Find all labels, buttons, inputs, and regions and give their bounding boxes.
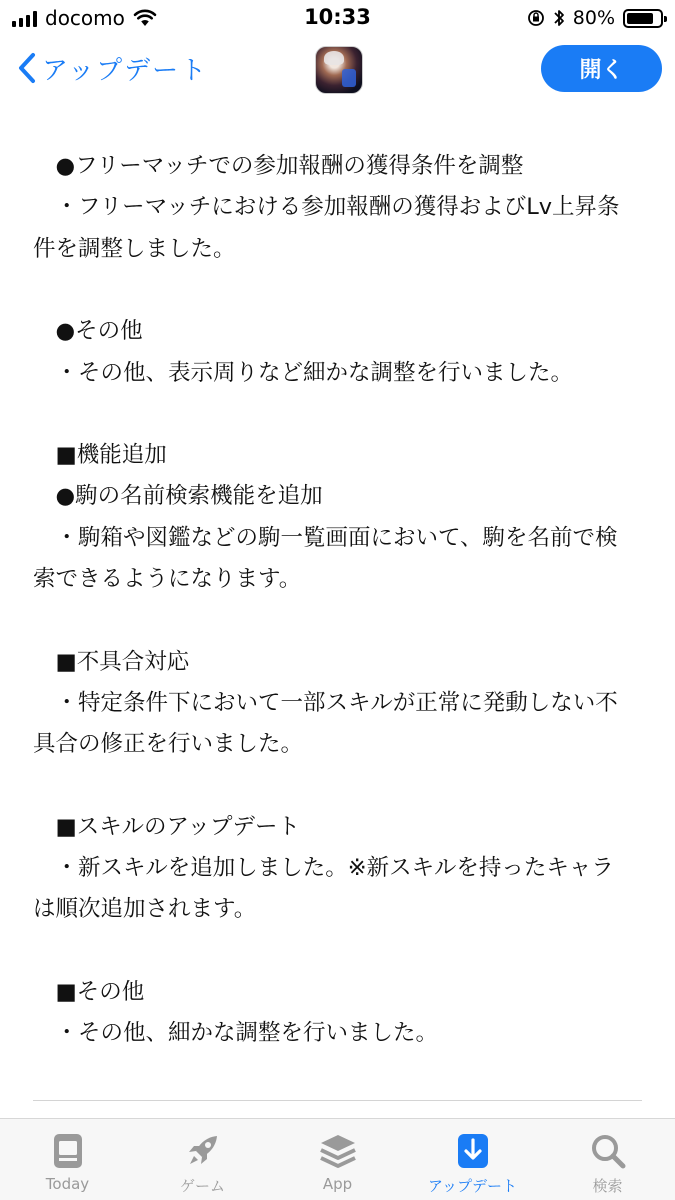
note-line: 索できるようになります。: [33, 566, 302, 592]
download-icon: [455, 1131, 491, 1171]
tab-today[interactable]: [0, 1119, 135, 1200]
partial-note-line: [33, 104, 675, 108]
note-line: ・その他、細かな調整を行いました。: [33, 1020, 439, 1047]
rocket-icon: [183, 1131, 223, 1171]
tab-updates[interactable]: [405, 1119, 540, 1200]
note-line: ・新スキルを追加しました。※新スキルを持ったキャラ: [33, 855, 614, 882]
note-line: ・特定条件下において一部スキルが正常に発動しない不: [33, 689, 618, 716]
bluetooth-icon: [553, 8, 565, 28]
battery-level: [627, 13, 653, 24]
app-icon[interactable]: [315, 46, 363, 94]
note-line: ●駒の名前検索機能を追加: [33, 483, 323, 510]
status-bar: [0, 0, 675, 36]
note-line: は順次追加されます。: [33, 896, 257, 923]
back-label: アップデート: [42, 55, 209, 86]
stack-icon: [318, 1131, 358, 1171]
tab-apps[interactable]: [270, 1119, 405, 1200]
note-line: ●フリーマッチでの参加報酬の獲得条件を調整: [33, 153, 524, 179]
search-icon: [588, 1131, 628, 1171]
tab-bar: [0, 1118, 675, 1200]
tab-search[interactable]: [540, 1119, 675, 1200]
tab-games[interactable]: [135, 1119, 270, 1200]
tab-label-apps: App: [322, 1175, 353, 1193]
battery-icon: [623, 9, 663, 28]
release-notes: [0, 104, 675, 1116]
today-icon: [51, 1131, 85, 1171]
orientation-lock-icon: [527, 9, 545, 27]
note-line: ・フリーマッチにおける参加報酬の獲得およびLv上昇条: [33, 194, 620, 221]
note-line: 件を調整しました。: [33, 235, 236, 262]
open-button[interactable]: 開く: [541, 45, 662, 92]
chevron-left-icon: [18, 52, 36, 84]
back-button[interactable]: [18, 48, 208, 88]
tab-label-games: ゲーム: [179, 1177, 225, 1195]
divider: [33, 1100, 642, 1101]
tab-label-search: 検索: [592, 1177, 623, 1195]
carrier-name: docomo: [45, 6, 125, 30]
note-line: ●その他: [33, 318, 143, 345]
note-line: ・その他、表示周りなど細かな調整を行いました。: [33, 359, 574, 386]
note-line: ■その他: [33, 979, 145, 1005]
battery-percent: 80%: [572, 7, 615, 29]
status-time: 10:33: [304, 5, 371, 29]
tab-label-today: Today: [45, 1175, 90, 1193]
note-line: ■スキルのアップデート: [33, 813, 300, 840]
tab-label-updates: アップデート: [428, 1177, 517, 1195]
status-right: [527, 6, 663, 30]
note-line: ■機能追加: [33, 442, 167, 469]
note-line: ・駒箱や図鑑などの駒一覧画面において、駒を名前で検: [33, 524, 618, 551]
nav-bar: [0, 36, 675, 104]
note-line: ■不具合対応: [33, 648, 190, 675]
note-line: 具合の修正を行いました。: [33, 731, 304, 758]
